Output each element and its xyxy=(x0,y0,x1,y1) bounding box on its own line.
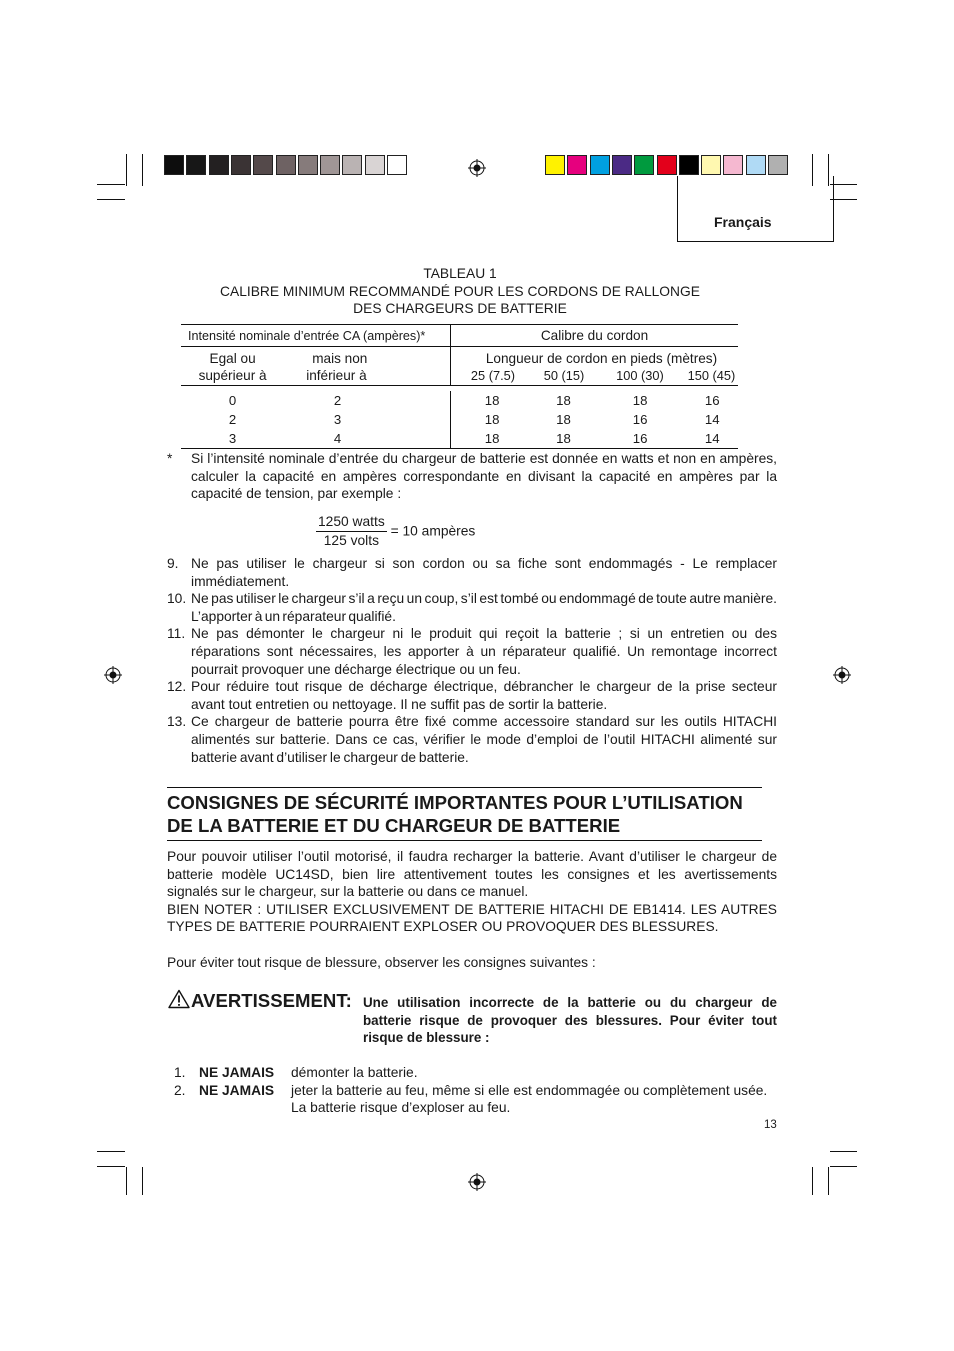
color-swatch xyxy=(231,155,251,175)
header-intensity: Intensité nominale d’entrée CA (ampères)* xyxy=(181,325,450,347)
item-number: 1. xyxy=(174,1065,186,1080)
color-swatch xyxy=(634,155,654,175)
color-swatch xyxy=(209,155,229,175)
formula xyxy=(316,513,475,549)
table-caption-line: CALIBRE MINIMUM RECOMMANDÉ POUR LES CORDONS DE RALLONGE xyxy=(220,283,700,299)
table-cell: 18 xyxy=(556,393,571,408)
table-cell: 18 xyxy=(556,412,571,427)
item-text: Ne pas démonter le chargeur ni le produit qui reçoit la batterie ; si un entretien ou des réparations sont nécessaires, les apporter à un réparateur qualifié. Un remontage incorrect pourrait provoquer une décharge électrique ou un feu. xyxy=(191,626,777,677)
item-number: 11. xyxy=(167,626,186,642)
registration-mark-icon xyxy=(468,1173,486,1191)
subheader-text: mais non xyxy=(312,351,368,366)
subheader-mais xyxy=(284,347,450,386)
list-item xyxy=(167,555,777,590)
color-swatch xyxy=(723,155,743,175)
language-label: Français xyxy=(714,214,772,230)
table-cell: 2 xyxy=(284,391,450,410)
item-number: 10. xyxy=(167,591,187,607)
header-calibre: Calibre du cordon xyxy=(540,328,649,343)
item-text: Pour réduire tout risque de décharge électrique, débrancher le chargeur de la prise secteur avant tout entretien ou nettoyage. Il ne suffit pas de sortir la batterie. xyxy=(191,679,777,712)
color-swatch xyxy=(298,155,318,175)
item-text: Ce chargeur de batterie pourra être fixé comme accessoire standard sur les outils HITACHI alimentés sur batterie. Dans ce cas, vérifier le mode d’emploi de l’outil HITACHI alimenté sur batterie avant d’utiliser le chargeur de batterie. xyxy=(191,714,777,765)
formula-result: = 10 ampères xyxy=(390,523,476,539)
subheader-egal xyxy=(181,347,284,386)
color-swatch xyxy=(186,155,206,175)
item-text: jeter la batterie au feu, même si elle est endommagée ou complètement usée. La batterie risque d’exploser au feu. xyxy=(291,1082,768,1116)
section-title-line: DE LA BATTERIE ET DU CHARGEUR DE BATTERIE xyxy=(167,814,621,836)
length-label: 100 (30) xyxy=(616,368,664,383)
table-cell: 14 xyxy=(704,412,720,427)
warning-triangle-icon xyxy=(168,989,190,1009)
color-swatch xyxy=(768,155,788,175)
section-title xyxy=(167,792,787,837)
table-row xyxy=(181,429,738,449)
avoid-paragraph: Pour éviter tout risque de blessure, observer les consignes suivantes : xyxy=(167,955,596,970)
table-cell: 16 xyxy=(704,393,720,408)
color-swatch xyxy=(590,155,610,175)
table-cell: 16 xyxy=(632,412,648,427)
item-text: Ne pas utiliser le chargeur si son cordon ou sa fiche sont endommagés - Le remplacer immédiatement. xyxy=(191,556,777,589)
table-caption-line: TABLEAU 1 xyxy=(423,266,497,281)
extension-cord-table xyxy=(181,324,738,449)
table-cell: 18 xyxy=(556,431,571,446)
length-label: 50 (15) xyxy=(543,368,585,383)
color-swatch xyxy=(746,155,766,175)
table-cell: 0 xyxy=(228,393,237,408)
section-rule-bottom xyxy=(167,840,762,841)
table-cell: 16 xyxy=(632,431,648,446)
subheader-text: Egal ou xyxy=(209,351,256,366)
table-cell: 4 xyxy=(284,429,450,449)
table-cell: 18 xyxy=(484,412,500,427)
color-swatch xyxy=(567,155,587,175)
list-item xyxy=(167,590,777,625)
table-cell: 18 xyxy=(484,393,500,408)
color-swatch xyxy=(387,155,407,175)
color-swatch xyxy=(701,155,721,175)
page-number: 13 xyxy=(764,1119,777,1131)
item-keyword: NE JAMAIS xyxy=(199,1065,275,1080)
subheader-text: supérieur à xyxy=(198,368,267,383)
table-caption-line: DES CHARGEURS DE BATTERIE xyxy=(353,301,567,317)
table-cell: 14 xyxy=(704,431,720,446)
list-item xyxy=(174,1082,777,1117)
subheader-longueur: Longueur de cordon en pieds (mètres) xyxy=(485,351,718,366)
section-rule-top xyxy=(167,787,762,788)
language-tab xyxy=(677,176,834,242)
formula-denominator: 125 volts xyxy=(323,532,379,548)
item-number: 13. xyxy=(167,714,187,730)
intro-paragraph: Pour pouvoir utiliser l’outil motorisé, il faudra recharger la batterie. Avant d’utiliser le chargeur de batterie modèle UC14SD, bien lire attentivement toutes les consignes et les avertissements signalés sur le chargeur, sur la batterie ou dans ce manuel. xyxy=(167,849,777,900)
item-number: 2. xyxy=(174,1082,186,1098)
numbered-list xyxy=(167,555,777,766)
color-swatch xyxy=(342,155,362,175)
color-swatch xyxy=(679,155,699,175)
registration-mark-icon xyxy=(833,666,851,684)
table-cell: 2 xyxy=(228,412,237,427)
registration-mark-icon xyxy=(468,159,486,177)
warnings-list xyxy=(174,1064,777,1117)
color-swatch xyxy=(657,155,677,175)
formula-numerator: 1250 watts xyxy=(316,513,387,532)
color-swatch xyxy=(320,155,340,175)
table-row xyxy=(181,391,738,410)
length-label: 150 (45) xyxy=(687,368,736,383)
section-intro xyxy=(167,848,777,936)
table-cell: 18 xyxy=(632,393,648,408)
list-item xyxy=(167,625,777,678)
color-swatch xyxy=(365,155,385,175)
registration-mark-icon xyxy=(104,666,122,684)
footnote xyxy=(167,450,777,503)
color-swatch xyxy=(612,155,632,175)
section-title-line: CONSIGNES DE SÉCURITÉ IMPORTANTES POUR L’UTILISATION xyxy=(167,792,743,813)
list-item xyxy=(167,678,777,713)
color-swatch xyxy=(253,155,273,175)
item-number: 9. xyxy=(167,556,179,571)
table-cell: 3 xyxy=(228,431,237,446)
notice-paragraph: BIEN NOTER : UTILISER EXCLUSIVEMENT DE BATTERIE HITACHI DE EB1414. LES AUTRES TYPES DE BATTERIE POURRAIENT EXPLOSER OU PROVOQUER DES BLESSURES. xyxy=(167,901,777,935)
item-text: Ne pas utiliser le chargeur s’il a reçu un coup, s’il est tombé ou endommagé de toute autre manière. L’apporter à un réparateur qualifié. xyxy=(191,591,777,624)
item-keyword: NE JAMAIS xyxy=(199,1082,275,1098)
item-number: 12. xyxy=(167,679,187,695)
color-swatch xyxy=(164,155,184,175)
warning-text: Une utilisation incorrecte de la batterie ou du chargeur de batterie risque de provoquer des blessures. Pour éviter tout risque de blessure : xyxy=(363,995,777,1046)
footnote-mark: * xyxy=(167,451,173,466)
color-swatch xyxy=(545,155,565,175)
item-text: démonter la batterie. xyxy=(291,1065,418,1080)
table-cell: 3 xyxy=(284,410,450,429)
subheader-text: inférieur à xyxy=(306,368,367,383)
list-item xyxy=(167,713,777,766)
table-caption xyxy=(180,265,740,318)
color-swatch xyxy=(276,155,296,175)
list-item xyxy=(174,1064,777,1082)
length-label: 25 (7.5) xyxy=(470,368,516,383)
table-row xyxy=(181,410,738,429)
subheader-lengths xyxy=(450,347,738,386)
table-cell: 18 xyxy=(484,431,500,446)
warning-label: AVERTISSEMENT: xyxy=(191,990,352,1011)
footnote-text: Si l’intensité nominale d’entrée du chargeur de batterie est donnée en watts et non en ampères, calculer la capacité en ampères correspondante en divisant la capacité en ampères par la capacité de tension, par exemple : xyxy=(191,451,777,502)
